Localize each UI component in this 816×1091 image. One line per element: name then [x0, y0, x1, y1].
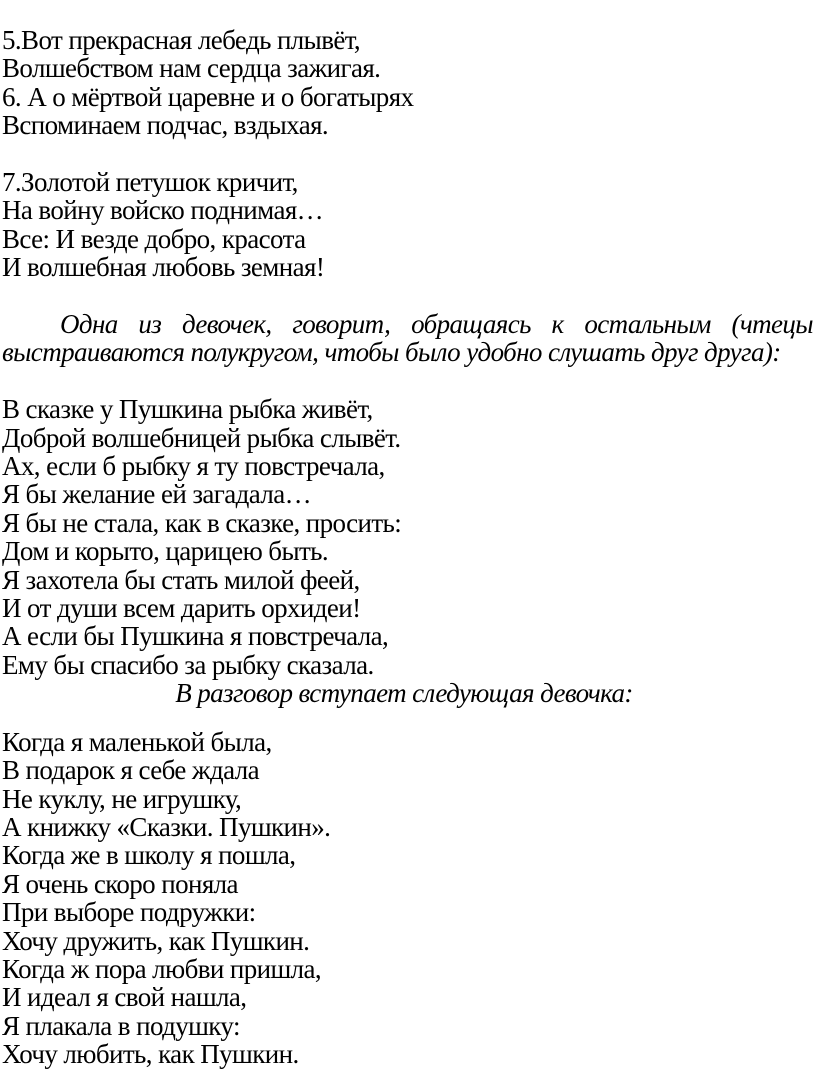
verse-line: И идеал я свой нашла, [2, 982, 247, 1013]
verse-line: Я плакала в подушку: [2, 1010, 240, 1041]
stage-direction-line-2: выстраиваются полукругом, чтобы было удобно слушать друг друга): [2, 337, 781, 368]
verse-line: Доброй волшебницей рыбка слывёт. [2, 422, 401, 453]
verse-line: А книжку «Сказки. Пушкин». [2, 811, 331, 842]
verse-line: Дом и корыто, царицею быть. [2, 536, 329, 567]
stage-direction-justified [2, 310, 816, 367]
verse-line: Я захотела бы стать милой феей, [2, 564, 360, 595]
verse-line: Я бы желание ей загадала… [2, 479, 312, 510]
verse-line: И от души всем дарить орхидеи! [2, 593, 361, 624]
verse-line: 6. А о мёртвой царевне и о богатырях [2, 81, 414, 112]
verse-line: В подарок я себе ждала [2, 755, 259, 786]
stanza-2 [2, 168, 816, 282]
stanza-4 [2, 728, 816, 1069]
stanza-3 [2, 395, 816, 679]
verse-line: Хочу дружить, как Пушкин. [2, 925, 310, 956]
verse-line: Когда ж пора любви пришла, [2, 953, 322, 984]
verse-line: Когда я маленькой была, [2, 726, 272, 757]
stage-direction-centered: В разговор вступает следующая девочка: [175, 678, 633, 709]
verse-line: 5.Вот прекрасная лебедь плывёт, [2, 25, 361, 55]
verse-line: Все: И везде добро, красота [2, 223, 306, 254]
verse-line: Я очень скоро поняла [2, 868, 238, 899]
verse-line: Я бы не стала, как в сказке, просить: [2, 507, 402, 538]
stage-direction-line-1: Одна из девочек, говорит, обращаясь к остальным (чтецы [60, 309, 813, 340]
stanza-1 [2, 26, 816, 140]
verse-line: Ах, если б рыбку я ту повстречала, [2, 451, 385, 482]
verse-line: В сказке у Пушкина рыбка живёт, [2, 394, 373, 425]
verse-line: Хочу любить, как Пушкин. [2, 1039, 299, 1070]
verse-line: Ему бы спасибо за рыбку сказала. [2, 649, 374, 680]
verse-line: Когда же в школу я пошла, [2, 840, 296, 871]
verse-line: При выборе подружки: [2, 897, 256, 928]
verse-line: Не куклу, не игрушку, [2, 783, 242, 814]
verse-line: И волшебная любовь земная! [2, 252, 325, 283]
verse-line: Волшебством нам сердца зажигая. [2, 53, 381, 84]
verse-line: На войну войско поднимая… [2, 195, 324, 226]
verse-line: Вспоминаем подчас, вздыхая. [2, 110, 329, 141]
verse-line: 7.Золотой петушок кричит, [2, 167, 298, 198]
verse-line: А если бы Пушкина я повстречала, [2, 621, 389, 652]
